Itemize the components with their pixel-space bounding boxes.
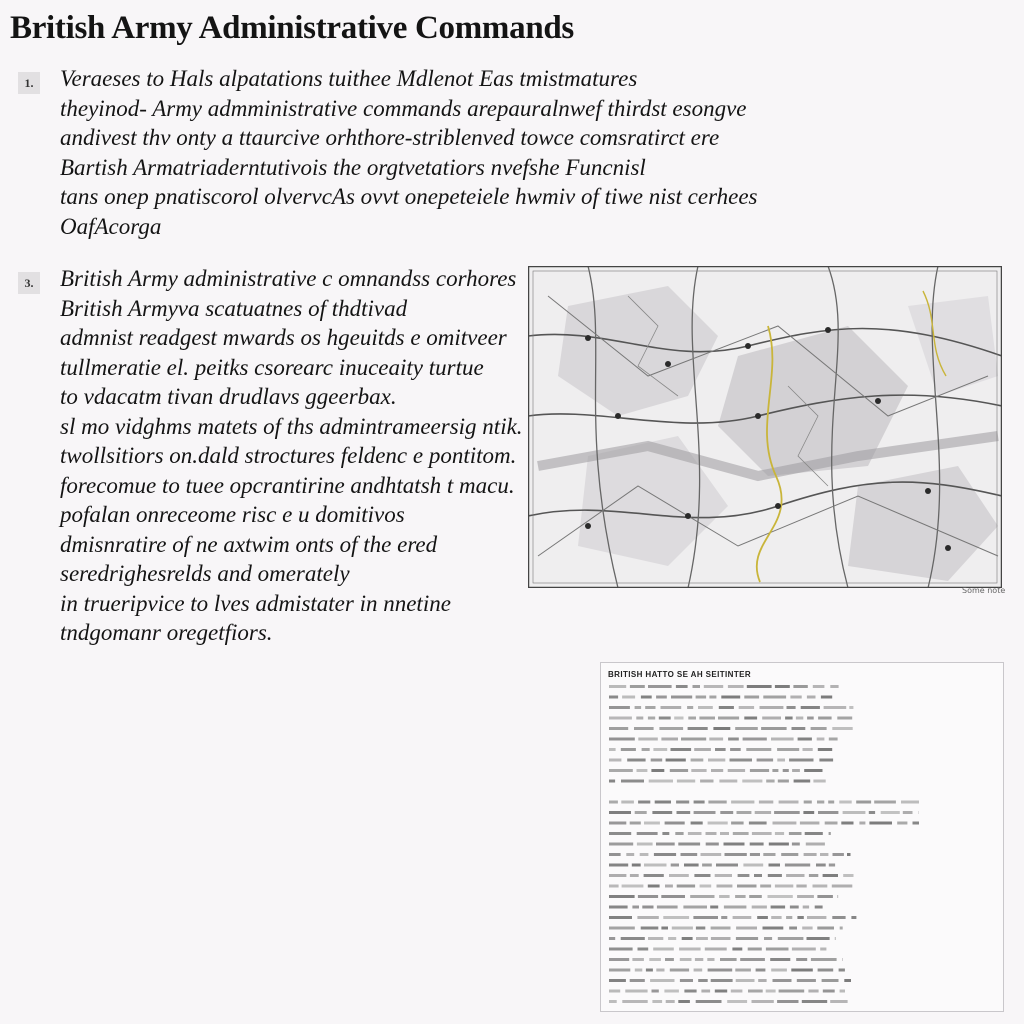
paragraph-line: admnist readgest mwards os hgeuitds e omitveer — [60, 325, 507, 350]
paragraph-line: pofalan onreceome risc e u domitivos — [60, 502, 405, 527]
section-1-paragraph — [60, 64, 758, 241]
paragraph-line: sl mo vidghms matets of ths admintrameersig ntik. — [60, 413, 523, 439]
paragraph-line: tans onep pnatiscorol olvervcAs ovvt onepeteiele hwmiv of tiwe nist cerhees — [60, 184, 758, 209]
paragraph-line: British Army administrative c omnandss corhores — [60, 266, 517, 291]
paragraph-line: forecomue to tuee opcrantirine andhtatsh t macu. — [60, 472, 515, 498]
paragraph-line: theyinod- Army admministrative commands arepauralnwef thirdst esongve — [60, 95, 747, 121]
section-1-marker: 1. — [18, 72, 40, 94]
paragraph-line: twollsitiors on.dald stroctures feldenc e pontitom. — [60, 443, 517, 468]
paragraph-line: tullmeratie el. peitks csorearc inuceaity turtue — [60, 354, 484, 380]
map-note: Some note — [962, 586, 1006, 595]
page-title: British Army Administrative Commands — [10, 10, 574, 46]
paragraph-line: Veraeses to Hals alpatations tuithee Mdlenot Eas tmistmatures — [60, 66, 638, 91]
paragraph-line: Bartish Armatriaderntutivois the orgtvetatiors nvefshe Funcnisl — [60, 154, 646, 180]
paragraph-line: dmisnratire of ne axtwim onts of the ered — [60, 531, 438, 557]
paragraph-line: British Armyva scatuatnes of thdtivad — [60, 295, 408, 321]
table-rows-illustration — [601, 663, 1004, 1012]
section-2-marker: 3. — [18, 272, 40, 294]
table-panel — [600, 662, 1004, 1012]
paragraph-line: OafAcorga — [60, 213, 162, 239]
table-title: BRITISH HATTO SE AH SEITINTER — [608, 670, 752, 679]
paragraph-line: to vdacatm tivan drudlavs ggeerbax. — [60, 384, 397, 409]
paragraph-line: seredrighesrelds and omerately — [60, 561, 350, 586]
paragraph-line: andivest thv onty a ttaurcive orhthore-striblenved towce comsratirct ere — [60, 125, 720, 150]
map-illustration — [528, 266, 1002, 588]
paragraph-line: in trueripvice to lves admistater in nnetine — [60, 590, 451, 616]
paragraph-line: tndgomanr oregetfiors. — [60, 620, 273, 645]
section-2-paragraph — [60, 264, 523, 648]
map-figure — [528, 266, 1002, 588]
